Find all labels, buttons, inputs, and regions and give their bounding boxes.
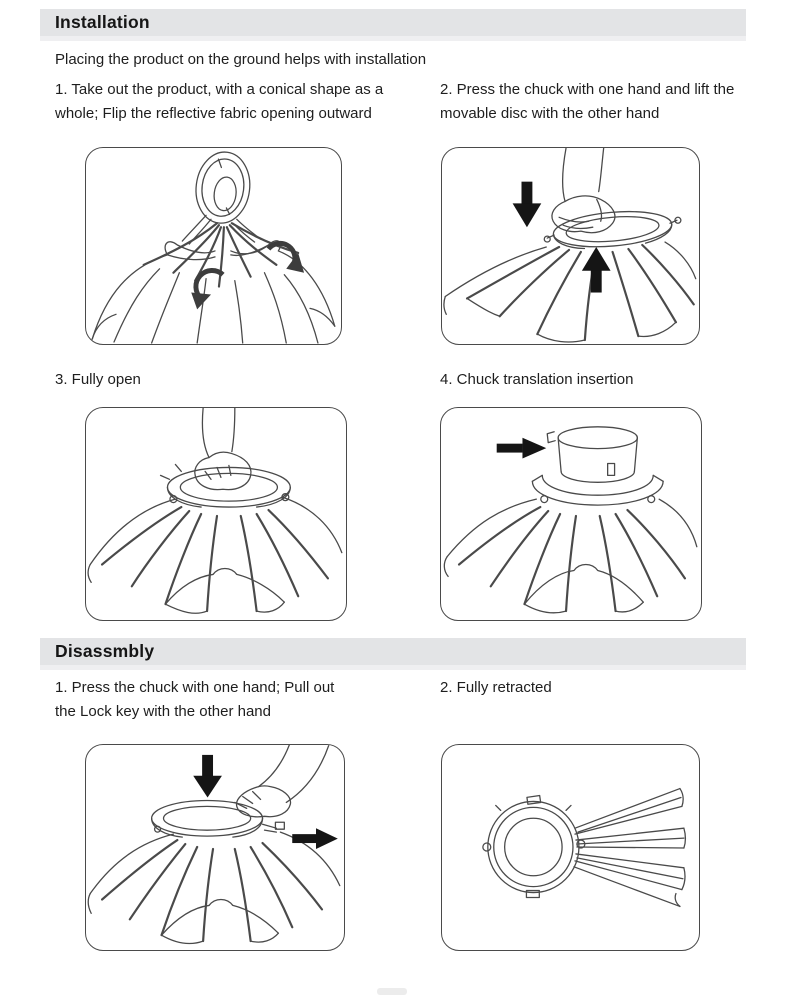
installation-section-header <box>40 9 746 41</box>
step-line: whole; Flip the reflective fabric opening outward <box>55 105 372 122</box>
fully-open-drawing <box>86 408 346 620</box>
spokes <box>467 245 694 340</box>
illustration-chuck-insertion <box>440 407 702 621</box>
top-ring <box>161 464 291 507</box>
collapsed-rods <box>574 789 685 907</box>
step-line: 2. Press the chuck with one hand and lift the <box>440 81 735 98</box>
chuck-ring <box>552 207 673 251</box>
arm <box>563 148 567 201</box>
chuck-insertion-drawing <box>441 408 701 620</box>
hand <box>552 196 615 233</box>
pull-lock-key-drawing <box>86 745 344 950</box>
lock-key <box>263 822 285 832</box>
top-ring <box>192 149 254 226</box>
installation-step-4-text: 4. Chuck translation insertion <box>440 371 634 388</box>
conical-softbox-drawing <box>86 148 341 344</box>
disassembly-title: Disassmbly <box>55 641 155 661</box>
installation-intro: Placing the product on the ground helps with installation <box>55 51 427 68</box>
insert-right-arrow-icon <box>497 438 547 459</box>
disassembly-step-2-text: 2. Fully retracted <box>440 679 552 696</box>
illustration-press-chuck-pull-key <box>85 744 345 951</box>
illustration-press-chuck-lift-disc <box>441 147 700 345</box>
spokes <box>102 840 322 941</box>
press-down-arrow-icon <box>193 755 222 798</box>
step-line: 1. Take out the product, with a conical shape as a <box>55 81 384 98</box>
lift-up-arrow-icon <box>582 247 611 293</box>
speedring-adapter <box>532 427 663 505</box>
installation-step-1-text <box>55 78 427 126</box>
press-chuck-drawing <box>442 148 699 344</box>
illustration-fully-open <box>85 407 347 621</box>
fully-retracted-drawing <box>442 745 699 950</box>
arm <box>202 408 209 458</box>
disassembly-section-header <box>40 638 746 670</box>
installation-step-3-text: 3. Fully open <box>55 371 141 388</box>
press-down-arrow-icon <box>513 182 542 228</box>
top-ring <box>152 800 263 837</box>
illustration-take-out-product <box>85 147 342 345</box>
installation-title: Installation <box>55 12 150 32</box>
step-line: 1. Press the chuck with one hand; Pull out <box>55 679 335 696</box>
spokes <box>102 507 328 611</box>
hand <box>195 452 251 489</box>
spokes <box>459 507 685 611</box>
illustration-fully-retracted <box>441 744 700 951</box>
page-footer-mark <box>377 988 407 995</box>
arm <box>259 745 290 787</box>
disassembly-step-1-text <box>55 676 427 724</box>
step-line: the Lock key with the other hand <box>55 703 271 720</box>
installation-step-2-text <box>440 78 787 126</box>
pull-right-arrow-icon <box>292 828 338 849</box>
step-line: movable disc with the other hand <box>440 105 660 122</box>
ring-front-view <box>483 796 585 898</box>
